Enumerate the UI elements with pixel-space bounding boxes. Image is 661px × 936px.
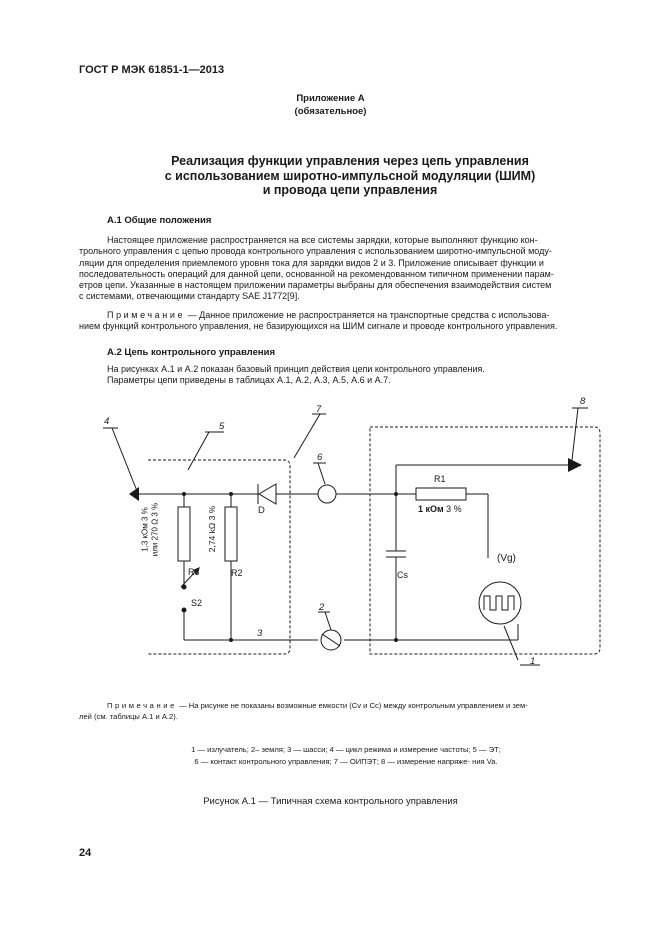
paragraph-line: трольного управления с цепью провода контрольного управления с использованием широтно-импульсной моду-: [79, 246, 552, 257]
section-a1-heading: А.1 Общие положения: [107, 215, 212, 226]
callout-6: 6: [317, 452, 323, 463]
section-a2-heading: А.2 Цепь контрольного управления: [107, 347, 275, 358]
callout-2: 2: [319, 602, 325, 613]
title-line-3: и провода цепи управления: [262, 183, 438, 197]
paragraph-line: последовательность операций для данной цепи, основанной на рекомендованном типичном применении парам-: [79, 268, 554, 279]
pilot-contact-6: [318, 485, 336, 503]
paragraph-line: етров цепи. Указанные в настоящем приложении параметры выбраны для обеспечения взаимодействия систем: [79, 280, 552, 291]
callout-4: 4: [104, 416, 110, 427]
ev-boundary: [148, 460, 290, 654]
resistor-r1: [416, 488, 466, 500]
callout-7: 7: [316, 404, 322, 415]
paragraph-line: с системами, отвечающими стандарту SAE J1772[9].: [79, 291, 300, 302]
section-a1-note: Примечание — Данное приложение не распространяется на транспортные средства с использова- нием функций контрольного управления, не базирующихся на ШИМ сигнале и проводе контрольного управления.: [79, 310, 558, 332]
annex-label: Приложение А: [296, 93, 365, 104]
resistor-r3: [178, 507, 190, 561]
evse-boundary: [370, 427, 600, 654]
oscillator-vg: [479, 582, 521, 624]
pwm-signal-icon: [484, 596, 514, 610]
label-d: D: [258, 505, 265, 516]
callout-1: 1: [530, 656, 536, 667]
figure-legend: 1 — излучатель; 2– земля; 3 — шасси; 4 — цикл режима и измерение частоты; 5 — ЭТ; 6 — контакт контрольного управления; 7 — ОИПЭТ; 8 — измерение напряже- ния Va.: [191, 745, 501, 766]
page-number: 24: [79, 847, 92, 859]
annex-status: (обязательное): [294, 106, 367, 117]
paragraph-line: ляции для определения приемлемого уровня тока для зарядки видов 2 и 3. Приложение описывает функции и: [79, 257, 544, 268]
label-r3-value: 1,3 кОм 3 % или 270 Ω 3 %: [140, 502, 159, 557]
label-s2: S2: [191, 598, 203, 608]
arrow-right-icon: [568, 458, 582, 472]
figure-note: Примечание — На рисунке не показаны возможные емкости (Cv и Cc) между контрольным управлением и зем- лей (см. таблицы А.1 и А.2).: [79, 701, 528, 721]
figure-caption: Рисунок А.1 — Типичная схема контрольного управления: [203, 796, 458, 807]
note-label: Примечание: [107, 310, 186, 320]
label-r2-value: 2,74 kΩ 3 %: [207, 505, 217, 553]
callout-3: 3: [257, 628, 263, 639]
label-vg: (Vg): [497, 553, 516, 564]
label-cs: Cs: [397, 570, 408, 580]
paragraph-line: Настоящее приложение распространяется на все системы зарядки, которые выполняют функцию кон-: [107, 235, 538, 245]
diode-d: [259, 484, 276, 504]
label-r1: R1: [434, 474, 446, 484]
resistor-r2: [225, 507, 237, 561]
title-line-2: с использованием широтно-импульсной модуляции (ШИМ): [164, 168, 536, 183]
section-a2-paragraph: На рисунках А.1 и А.2 показан базовый принцип действия цепи контрольного управления. Параметры цепи приведены в таблицах А.1, А.2, А.3, А.5, А.6 и А.7.: [107, 364, 485, 386]
callout-5: 5: [219, 421, 225, 432]
label-r1-value: 1 кОм 3 %: [418, 504, 462, 514]
callout-8: 8: [580, 396, 586, 407]
standard-header: ГОСТ Р МЭК 61851-1—2013: [79, 64, 225, 76]
note-label: Примечание: [107, 701, 177, 710]
label-r2: R2: [231, 568, 243, 578]
label-r3: R3: [188, 567, 200, 577]
title-line-1: Реализация функции управления через цепь управления: [171, 154, 529, 168]
arrow-left-icon: [129, 487, 139, 501]
